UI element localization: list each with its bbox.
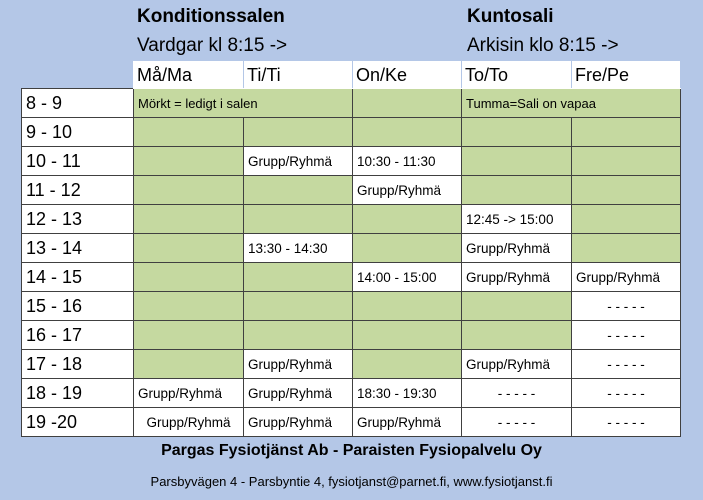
corner-cell (22, 62, 134, 89)
company-name: Pargas Fysiotjänst Ab - Paraisten Fysiopalvelu Oy (161, 442, 542, 459)
day-header-fri: Fre/Pe (572, 62, 681, 89)
time-label: 18 - 19 (22, 379, 134, 408)
time-label: 19 -20 (22, 408, 134, 437)
slot-cell (462, 292, 572, 321)
slot-cell: 14:00 - 15:00 (353, 263, 462, 292)
slot-cell (572, 118, 681, 147)
day-header-thu: To/To (462, 62, 572, 89)
table-row (22, 234, 681, 263)
slot-cell: Grupp/Ryhmä (244, 379, 353, 408)
slot-cell: Grupp/Ryhmä (462, 234, 572, 263)
slot-cell: Grupp/Ryhmä (353, 176, 462, 205)
slot-cell (353, 292, 462, 321)
slot-cell (134, 147, 244, 176)
slot-cell: Grupp/Ryhmä (572, 263, 681, 292)
slot-cell (244, 321, 353, 350)
slot-cell (134, 176, 244, 205)
slot-cell (353, 350, 462, 379)
slot-cell: 13:30 - 14:30 (244, 234, 353, 263)
slot-cell: Grupp/Ryhmä (462, 350, 572, 379)
time-label: 15 - 16 (22, 292, 134, 321)
slot-cell (134, 350, 244, 379)
slot-cell (134, 321, 244, 350)
legend-note-finnish: Tumma=Sali on vapaa (462, 89, 681, 118)
time-label: 8 - 9 (22, 89, 134, 118)
slot-cell (244, 292, 353, 321)
slot-cell: Grupp/Ryhmä (134, 408, 244, 437)
header-row (22, 62, 681, 89)
slot-cell (134, 234, 244, 263)
time-label: 16 - 17 (22, 321, 134, 350)
slot-cell (572, 234, 681, 263)
slot-cell (353, 89, 462, 118)
slot-cell: - - - - - (572, 350, 681, 379)
table-row (22, 147, 681, 176)
slot-cell (353, 234, 462, 263)
slot-cell: - - - - - (572, 379, 681, 408)
slot-cell (244, 176, 353, 205)
table-row (22, 350, 681, 379)
left-subtitle: Vardgar kl 8:15 -> (137, 35, 288, 56)
slot-cell (244, 263, 353, 292)
company-address: Parsbyvägen 4 - Parsbyntie 4, fysiotjanst@parnet.fi, www.fysiotjanst.fi (150, 474, 553, 489)
table-row (22, 408, 681, 437)
time-label: 10 - 11 (22, 147, 134, 176)
slot-cell (134, 263, 244, 292)
time-label: 14 - 15 (22, 263, 134, 292)
slot-cell: Grupp/Ryhmä (134, 379, 244, 408)
slot-cell (353, 321, 462, 350)
slot-cell (353, 205, 462, 234)
time-label: 11 - 12 (22, 176, 134, 205)
slot-cell (462, 176, 572, 205)
slot-cell (462, 147, 572, 176)
slot-cell (572, 205, 681, 234)
day-header-tue: Ti/Ti (244, 62, 353, 89)
slot-cell (572, 176, 681, 205)
left-title: Konditionssalen (137, 6, 285, 27)
table-row (22, 292, 681, 321)
slot-cell: Grupp/Ryhmä (244, 408, 353, 437)
table-row (22, 118, 681, 147)
slot-cell: - - - - - (572, 408, 681, 437)
right-title: Kuntosali (467, 6, 554, 27)
time-label: 13 - 14 (22, 234, 134, 263)
table-row (22, 263, 681, 292)
slot-cell: - - - - - (572, 292, 681, 321)
time-label: 9 - 10 (22, 118, 134, 147)
day-header-wed: On/Ke (353, 62, 462, 89)
table-row (22, 205, 681, 234)
day-header-mon: Må/Ma (134, 62, 244, 89)
table-row (22, 89, 681, 118)
slot-cell (572, 147, 681, 176)
slot-cell: - - - - - (572, 321, 681, 350)
slot-cell: Grupp/Ryhmä (353, 408, 462, 437)
slot-cell: 10:30 - 11:30 (353, 147, 462, 176)
slot-cell (462, 118, 572, 147)
slot-cell (134, 205, 244, 234)
slot-cell (462, 321, 572, 350)
slot-cell: Grupp/Ryhmä (462, 263, 572, 292)
time-label: 17 - 18 (22, 350, 134, 379)
right-subtitle: Arkisin klo 8:15 -> (467, 35, 619, 56)
slot-cell (244, 118, 353, 147)
slot-cell: Grupp/Ryhmä (244, 147, 353, 176)
slot-cell (353, 118, 462, 147)
slot-cell: 12:45 -> 15:00 (462, 205, 572, 234)
table-row (22, 176, 681, 205)
slot-cell: 18:30 - 19:30 (353, 379, 462, 408)
table-row (22, 379, 681, 408)
slot-cell (134, 118, 244, 147)
slot-cell (244, 205, 353, 234)
slot-cell: - - - - - (462, 379, 572, 408)
slot-cell: - - - - - (462, 408, 572, 437)
slot-cell: Grupp/Ryhmä (244, 350, 353, 379)
schedule-table (21, 61, 681, 437)
table-row (22, 321, 681, 350)
slot-cell (134, 292, 244, 321)
time-label: 12 - 13 (22, 205, 134, 234)
legend-note-swedish: Mörkt = ledigt i salen (134, 89, 353, 118)
